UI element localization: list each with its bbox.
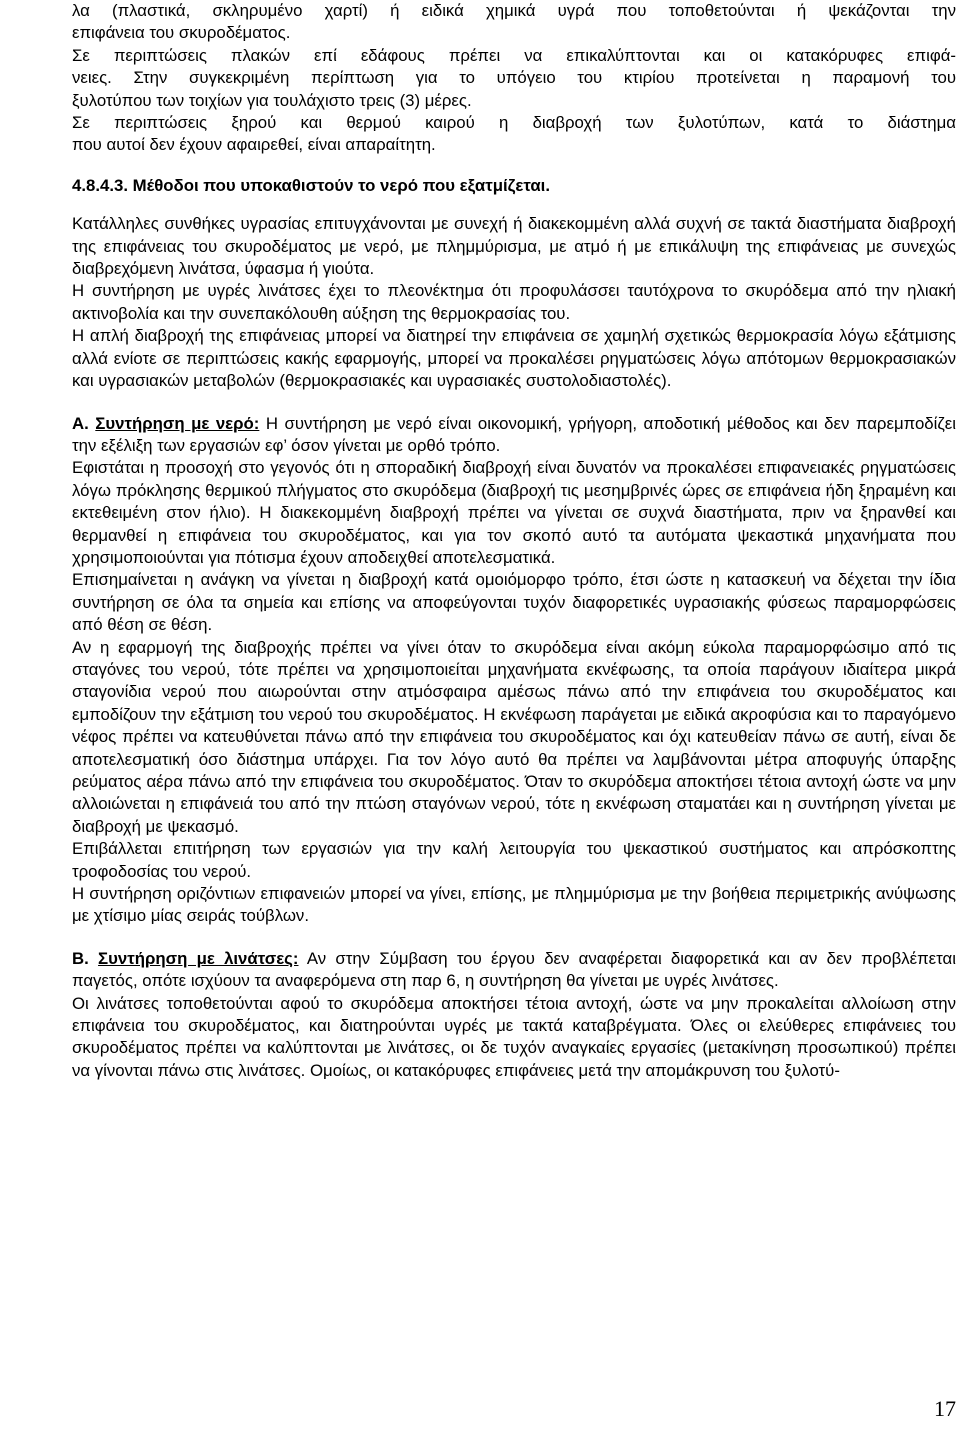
- section-a-prefix: Α.: [72, 413, 96, 433]
- section-b-prefix: Β.: [72, 948, 99, 968]
- text-line: ξυλοτύπου των τοιχίων για τουλάχιστο τρεις (3) μέρες.: [72, 90, 472, 110]
- spacer: [72, 928, 956, 948]
- section-b-intro: [72, 948, 956, 993]
- section-a-text: Η συντήρηση με νερό είναι οικονομική, γρήγορη, αποδοτική μέθοδος και δεν παρεμποδίζει την εξέλιξη των εργασιών εφ’ όσον γίνεται με ορθό τρόπο.: [72, 413, 956, 455]
- paragraph: Η συντήρηση οριζόντιων επιφανειών μπορεί να γίνει, επίσης, με πλημμύρισμα με την βοήθεια περιμετρικής ανύψωσης με χτίσιμο μίας σειράς τούβλων.: [72, 884, 956, 926]
- section-b-text: Αν στην Σύμβαση του έργου δεν αναφέρεται διαφορετικά και αν δεν προβλέπεται παγετός, οπότε ισχύουν τα αναφερόμενα στη παρ 6, η συντήρηση θα γίνεται με υγρές λινάτσες.: [72, 948, 956, 991]
- section-heading: 4.8.4.3. Μέθοδοι που υποκαθιστούν το νερό που εξατμίζεται.: [72, 175, 551, 195]
- paragraph: Η συντήρηση με υγρές λινάτσες έχει το πλεονέκτημα ότι προφυλάσσει ταυτόχρονα το σκυρόδεμα από την ηλιακή ακτινοβολία και την συνεπακόλουθη αύξηση της θερμοκρασίας του.: [72, 281, 956, 323]
- intro-block: [72, 0, 956, 157]
- section-b-title: Συντήρηση με λινάτσες:: [98, 948, 299, 968]
- text-line: επιφάνεια του σκυροδέματος.: [72, 23, 291, 43]
- paragraph: Επισημαίνεται η ανάγκη να γίνεται η διαβροχή κατά ομοιόμορφο τρόπο, έτσι ώστε η κατασκευή να δέχεται την ίδια συντήρηση σε όλα τα σημεία και επίσης να αποφεύγονται τυχόν διαφορετικές υγρασιακής φύσεως παραμορφώσεις από θέση σε θέση.: [72, 570, 956, 635]
- paragraph: Οι λινάτσες τοποθετούνται αφού το σκυρόδεμα αποκτήσει τέτοια αντοχή, ώστε να μην προκαλείται αλλοίωση στην επιφάνεια του σκυροδέματος, και διατηρούνται υγρές με τακτά καταβρέγματα. Όλες οι ελεύθερες επιφάνειες του σκυροδέματος πρέπει να καλύπτονται με λινάτσες, οι δε τυχόν αναγκαίες εργασίες (μετακίνηση προσωπικού) πρέπει να γίνονται πάνω στις λινάτσες. Ομοίως, οι κατακόρυφες επιφάνειες μετά την απομάκρυνση του ξυλοτύ-: [72, 993, 956, 1080]
- spacer: [72, 393, 956, 413]
- text-line: νειες. Στην συγκεκριμένη περίπτωση για το υπόγειο του κτιρίου προτείνεται η παραμονή του: [72, 68, 956, 88]
- paragraph: Αν η εφαρμογή της διαβροχής πρέπει να γίνει όταν το σκυρόδεμα είναι ακόμη εύκολα παραμορφώσιμο από τις σταγόνες του νερού, τότε πρέπει να χρησιμοποιείται μηχανήματα εκνέφωσης, τα οποία παράγουν ιδιαίτερα μικρά σταγονίδια νερού που αιωρούνται στην ατμόσφαιρα αμέσως πάνω από την επιφάνεια του σκυροδέματος και εμποδίζουν την εξάτμιση του νερού του σκυροδέματος. Η εκνέφωση παράγεται με ειδικά ακροφύσια και το παραγόμενο νέφος πρέπει να κατευθύνεται πάνω από την επιφάνεια του σκυροδέματος και όχι κατευθείαν πάνω σε αυτή, είναι δε αποτελεσματική όσο διάστημα υπάρχει. Για τον λόγο αυτό θα πρέπει να λαμβάνονται μέτρα αποφυγής ύπαρξης ρεύματος αέρα πάνω από την επιφάνεια του σκυροδέματος. Όταν το σκυρόδεμα αποκτήσει τέτοια αντοχή ώστε να μην αλλοιώνεται η επιφάνειά του από την πτώση σταγόνων νερού, τότε η εκνέφωση σταματάει και η συντήρηση γίνεται με διαβροχή με ψεκασμό.: [72, 637, 956, 836]
- page-content: [72, 0, 956, 1082]
- paragraph: Εφιστάται η προσοχή στο γεγονός ότι η σποραδική διαβροχή είναι δυνατόν να προκαλέσει επιφανειακές ρηγματώσεις λόγω πρόκλησης θερμικού πλήγματος στο σκυρόδεμα (διαβροχή τις μεσημβρινές ώρες σε επιφάνεια ήδη ξηραμένη και εκτεθειμένη στον ήλιο). Η διακεκομμένη διαβροχή πρέπει να γίνεται σε συχνά διαστήματα, πριν να ξηρανθεί και θερμανθεί η επιφάνεια του σκυροδέματος, και για τον σκοπό αυτό τα αυτόματα ψεκαστικά μηχανήματα που χρησιμοποιούνται για πότισμα έχουν αποδειχθεί αποτελεσματικά.: [72, 458, 956, 567]
- page-number: 17: [934, 1396, 956, 1421]
- text-line: που αυτοί δεν έχουν αφαιρεθεί, είναι απαραίτητη.: [72, 135, 436, 155]
- text-line: λα (πλαστικά, σκληρυμένο χαρτί) ή ειδικά χημικά υγρά που τοποθετούνται ή ψεκάζονται την: [72, 1, 956, 20]
- paragraph: Η απλή διαβροχή της επιφάνειας μπορεί να διατηρεί την επιφάνεια σε χαμηλή σχετικώς θερμοκρασία λόγω εξάτμισης αλλά ενίοτε σε περιπτώσεις κακής εφαρμογής, μπορεί να προκαλέσει ρηγματώσεις λόγω απότομων θερμοκρασιακών και υγρασιακών μεταβολών (θερμοκρασιακές και υγρασιακές συστολοδιαστολές).: [72, 326, 956, 391]
- section-a-intro: [72, 413, 956, 458]
- paragraph: Κατάλληλες συνθήκες υγρασίας επιτυγχάνονται με συνεχή ή διακεκομμένη αλλά συχνή σε τακτά διαστήματα διαβροχή της επιφάνειας του σκυροδέματος με νερό, με πλημμύρισμα, με ατμό ή με επικάλυψη της επιφάνειας με συνεχώς διαβρεχόμενη λινάτσα, ύφασμα ή γιούτα.: [72, 214, 956, 279]
- section-a-title: Συντήρηση με νερό:: [95, 413, 260, 433]
- text-line: Σε περιπτώσεις πλακών επί εδάφους πρέπει να επικαλύπτονται και οι κατακόρυφες επιφά-: [72, 45, 956, 65]
- text-line: Σε περιπτώσεις ξηρού και θερμού καιρού η διαβροχή των ξυλοτύπων, κατά το διάστημα: [72, 113, 956, 133]
- paragraph: Επιβάλλεται επιτήρηση των εργασιών για την καλή λειτουργία του ψεκαστικού συστήματος και απρόσκοπτης τροφοδοσίας του νερού.: [72, 839, 956, 881]
